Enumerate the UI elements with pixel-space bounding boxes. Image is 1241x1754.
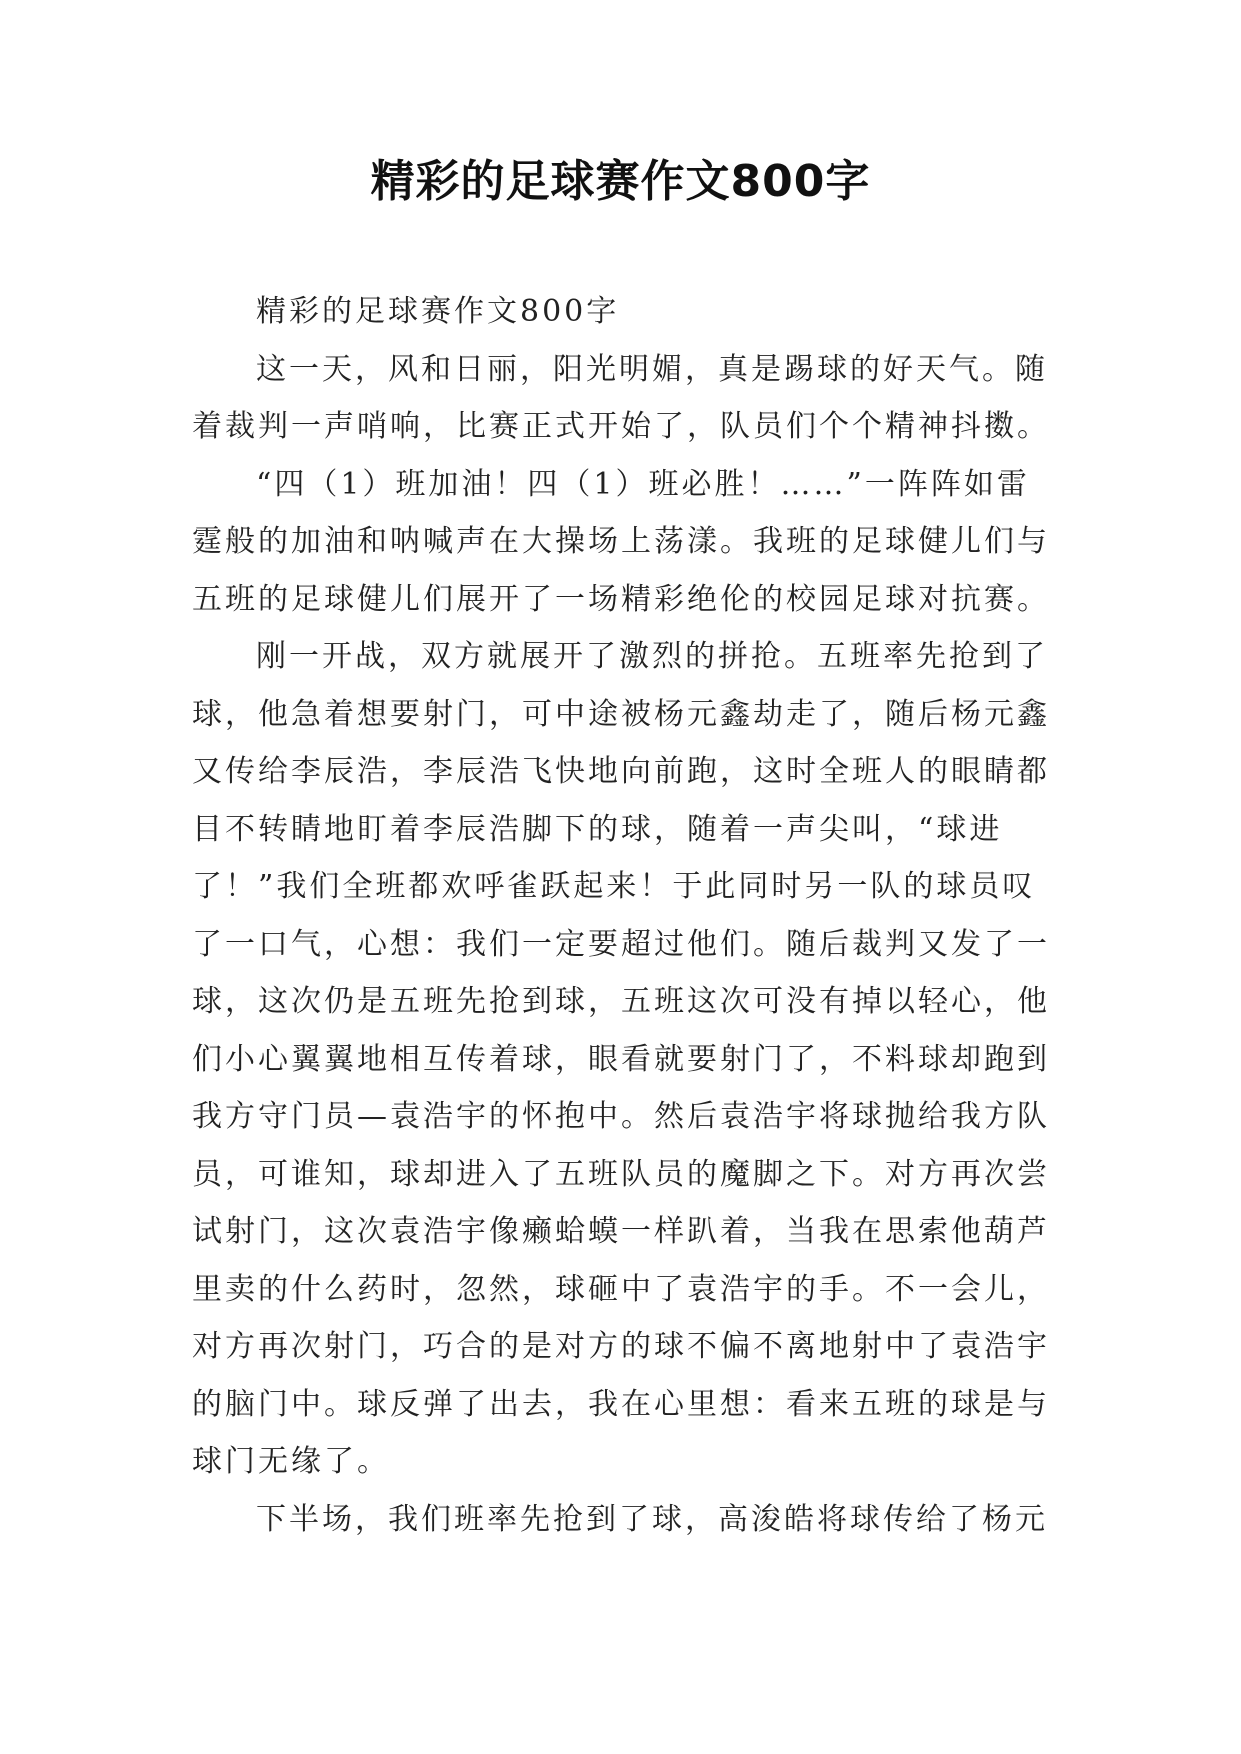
paragraph-3-line-1: 刚一开战，双方就展开了激烈的拼抢。五班率先抢到了 [256, 639, 1048, 674]
paragraph-3-line-13: 对方再次射门，巧合的是对方的球不偏不离地射中了袁浩宇 [192, 1329, 1050, 1364]
subtitle-line: 精彩的足球赛作文800字 [256, 294, 620, 329]
document-title: 精彩的足球赛作文800字 [370, 156, 871, 207]
paragraph-3-line-2: 球，他急着想要射门，可中途被杨元鑫劫走了，随后杨元鑫 [192, 696, 1050, 732]
paragraph-3-line-10: 员，可谁知，球却进入了五班队员的魔脚之下。对方再次尝 [192, 1156, 1050, 1192]
paragraph-3-line-14: 的脑门中。球反弹了出去，我在心里想：看来五班的球是与 [192, 1386, 1050, 1422]
paragraph-3-line-9: 我方守门员—袁浩宇的怀抱中。然后袁浩宇将球抛给我方队 [192, 1099, 1050, 1134]
paragraph-2-line-1: “四（1）班加油！四（1）班必胜！……”一阵阵如雷 [256, 466, 1030, 502]
paragraph-1-line-2: 着裁判一声哨响，比赛正式开始了，队员们个个精神抖擞。 [192, 409, 1050, 444]
paragraph-3-line-5: 了！”我们全班都欢呼雀跃起来！于此同时另一队的球员叹 [192, 869, 1036, 904]
paragraph-3-line-6: 了一口气，心想：我们一定要超过他们。随后裁判又发了一 [192, 926, 1050, 962]
paragraph-3-line-7: 球，这次仍是五班先抢到球，五班这次可没有掉以轻心，他 [192, 984, 1050, 1019]
paragraph-1-line-1: 这一天，风和日丽，阳光明媚，真是踢球的好天气。随 [256, 351, 1048, 387]
paragraph-3-line-3: 又传给李辰浩，李辰浩飞快地向前跑，这时全班人的眼睛都 [192, 754, 1050, 789]
paragraph-3-line-4: 目不转睛地盯着李辰浩脚下的球，随着一声尖叫，“球进 [192, 811, 1003, 847]
paragraph-3-line-15: 球门无缘了。 [192, 1444, 390, 1479]
paragraph-2-line-2: 霆般的加油和呐喊声在大操场上荡漾。我班的足球健儿们与 [192, 524, 1050, 559]
paragraph-3-line-12: 里卖的什么药时，忽然，球砸中了袁浩宇的手。不一会儿， [192, 1271, 1050, 1307]
paragraph-2-line-3: 五班的足球健儿们展开了一场精彩绝伦的校园足球对抗赛。 [192, 581, 1050, 617]
document-body [192, 283, 1052, 1548]
paragraph-3-line-8: 们小心翼翼地相互传着球，眼看就要射门了，不料球却跑到 [192, 1041, 1050, 1077]
paragraph-4-line-1: 下半场，我们班率先抢到了球，高浚皓将球传给了杨元 [256, 1501, 1048, 1537]
paragraph-3-line-11: 试射门，这次袁浩宇像癞蛤蟆一样趴着，当我在思索他葫芦 [192, 1214, 1050, 1249]
